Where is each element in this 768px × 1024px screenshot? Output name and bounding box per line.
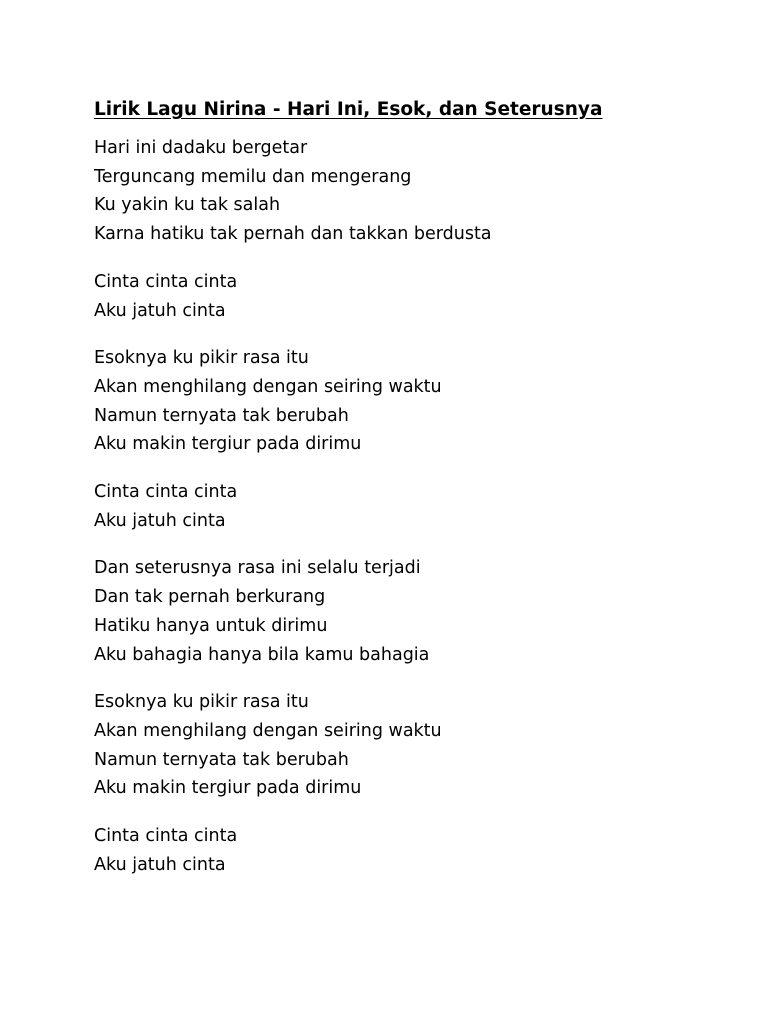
lyric-line: Aku jatuh cinta: [94, 854, 226, 875]
lyric-line: Aku bahagia hanya bila kamu bahagia: [94, 644, 430, 665]
stanza-6: [94, 688, 734, 803]
lyrics-document: [94, 96, 734, 898]
stanza-5: [94, 554, 734, 669]
lyric-line: Cinta cinta cinta: [94, 826, 238, 847]
lyric-line: Namun ternyata tak berubah: [94, 405, 349, 426]
stanza-7: [94, 822, 734, 879]
lyric-line: Cinta cinta cinta: [94, 482, 238, 503]
lyric-line: Akan menghilang dengan seiring waktu: [94, 376, 442, 397]
page-title: Lirik Lagu Nirina - Hari Ini, Esok, dan Seterusnya: [94, 99, 603, 120]
lyric-line: Dan seterusnya rasa ini selalu terjadi: [94, 558, 421, 579]
stanza-1: [94, 134, 734, 249]
lyric-line: Esoknya ku pikir rasa itu: [94, 348, 309, 369]
lyric-line: Dan tak pernah berkurang: [94, 587, 326, 608]
stanza-4: [94, 478, 734, 535]
lyric-line: Aku jatuh cinta: [94, 510, 226, 531]
stanza-3: [94, 344, 734, 459]
lyric-line: Terguncang memilu dan mengerang: [94, 166, 412, 187]
lyric-line: Namun ternyata tak berubah: [94, 749, 349, 770]
stanza-2: [94, 268, 734, 325]
lyric-line: Ku yakin ku tak salah: [94, 195, 281, 216]
lyric-line: Aku jatuh cinta: [94, 300, 226, 321]
lyric-line: Aku makin tergiur pada dirimu: [94, 434, 362, 455]
lyric-line: Hari ini dadaku bergetar: [94, 138, 308, 158]
lyric-line: Hatiku hanya untuk dirimu: [94, 615, 328, 636]
lyric-line: Esoknya ku pikir rasa itu: [94, 692, 309, 713]
lyric-line: Karna hatiku tak pernah dan takkan berdusta: [94, 224, 492, 245]
lyric-line: Aku makin tergiur pada dirimu: [94, 778, 362, 799]
lyric-line: Cinta cinta cinta: [94, 271, 238, 292]
lyric-line: Akan menghilang dengan seiring waktu: [94, 720, 442, 741]
